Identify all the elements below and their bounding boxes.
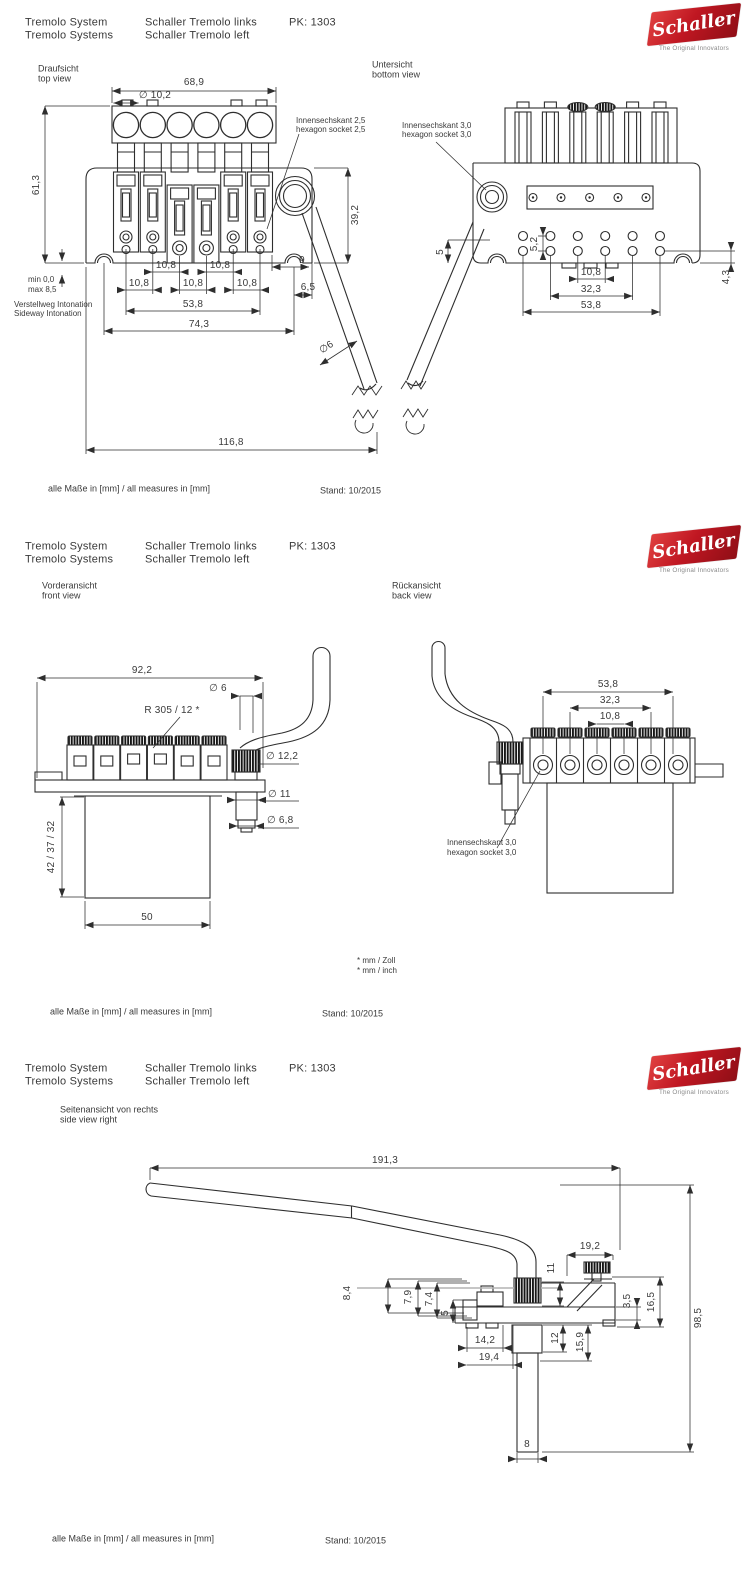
dim-height-5: 5 bbox=[440, 1310, 451, 1316]
front-view-drawing bbox=[35, 648, 330, 899]
dim-base-height: 39,2 bbox=[350, 204, 361, 226]
dim-depth-12: 12 bbox=[550, 1332, 561, 1344]
side-view-drawing bbox=[146, 1183, 615, 1452]
dim-knob-eleven: 11 bbox=[546, 1262, 557, 1274]
p2-footer-measures: alle Maße in [mm] / all measures in [mm] bbox=[50, 1006, 213, 1017]
dim-height-79: 7,9 bbox=[403, 1289, 414, 1305]
schaller-logo-tagline: The Original Innovators bbox=[658, 45, 730, 52]
p3-title-en: Tremolo Systems bbox=[25, 1075, 114, 1088]
p2-view-right-de: Rückansicht bbox=[392, 580, 442, 591]
dim-block-width: 50 bbox=[141, 912, 153, 923]
p2-product-de: Schaller Tremolo links bbox=[145, 540, 257, 553]
p2-view-right-en: back view bbox=[392, 590, 432, 601]
dim-bottom-mid: 32,3 bbox=[580, 284, 602, 295]
note-star-de: * mm / Zoll bbox=[357, 956, 396, 965]
label-intonation-en: Sideway Intonation bbox=[14, 309, 82, 318]
dim-string-spacing-4: 10,8 bbox=[182, 278, 204, 289]
p1-footer-stand: Stand: 10/2015 bbox=[320, 485, 382, 496]
p2-title-en: Tremolo Systems bbox=[25, 553, 114, 566]
dim-saddle-radius: R 305 / 12 * bbox=[144, 705, 200, 716]
note-hex25-en: hexagon socket 2,5 bbox=[296, 125, 366, 134]
dim-stub-dia: ∅ 6,8 bbox=[267, 815, 294, 826]
schaller-logo-box bbox=[647, 1047, 741, 1090]
dim-nut-diameter: ∅ 10,2 bbox=[138, 90, 172, 101]
p1-footer-measures: alle Maße in [mm] / all measures in [mm] bbox=[48, 483, 211, 494]
dim-back-mid: 32,3 bbox=[599, 695, 621, 706]
note-star-en: * mm / inch bbox=[357, 966, 398, 975]
dim-height-84: 8,4 bbox=[342, 1285, 353, 1301]
dim-mount-span: 74,3 bbox=[188, 319, 210, 330]
dim-five-two: 5,2 bbox=[529, 236, 540, 252]
dim-max: max 8,5 bbox=[28, 285, 57, 294]
schaller-logo-box bbox=[647, 525, 741, 568]
p1-title-en: Tremolo Systems bbox=[25, 29, 114, 42]
schaller-logo-box bbox=[647, 3, 741, 46]
schaller-logo-p2 bbox=[649, 530, 739, 574]
schaller-logo-wordmark: Schaller bbox=[651, 529, 737, 564]
dim-nine: 9 bbox=[299, 255, 305, 266]
dim-top-width: 68,9 bbox=[183, 77, 205, 88]
note-hex30-en: hexagon socket 3,0 bbox=[402, 130, 472, 139]
dim-depth-159: 15,9 bbox=[575, 1331, 586, 1353]
p2-title-de: Tremolo System bbox=[25, 540, 108, 553]
p1-view-right-en: bottom view bbox=[372, 69, 421, 80]
side-view-dimensions bbox=[150, 1168, 694, 1463]
dim-string-span: 53,8 bbox=[182, 299, 204, 310]
p2-product-en: Schaller Tremolo left bbox=[145, 553, 250, 566]
dim-side-total-height: 98,5 bbox=[693, 1307, 704, 1329]
schaller-logo-p3 bbox=[649, 1052, 739, 1096]
dim-back-string: 10,8 bbox=[599, 711, 621, 722]
p2-pk-number: PK: 1303 bbox=[289, 540, 336, 553]
dim-min: min 0,0 bbox=[28, 275, 55, 284]
dim-total-height: 61,3 bbox=[31, 174, 42, 196]
p1-view-left-de: Draufsicht bbox=[38, 63, 79, 74]
top-view-drawing bbox=[86, 100, 382, 433]
dim-height-74: 7,4 bbox=[424, 1291, 435, 1307]
note-hex30-de: Innensechskant 3,0 bbox=[402, 121, 472, 130]
dim-block-8: 8 bbox=[524, 1439, 530, 1450]
dim-string-spacing-5: 10,8 bbox=[236, 278, 258, 289]
p2-footer-stand: Stand: 10/2015 bbox=[322, 1008, 384, 1019]
dim-bottom-string: 10,8 bbox=[580, 267, 602, 278]
p1-product-en: Schaller Tremolo left bbox=[145, 29, 250, 42]
p1-title-de: Tremolo System bbox=[25, 16, 108, 29]
dim-plate-142: 14,2 bbox=[474, 1335, 496, 1346]
label-intonation-de: Verstellweg Intonation bbox=[14, 300, 93, 309]
dim-plate-194: 19,4 bbox=[478, 1352, 500, 1363]
dim-front-width: 92,2 bbox=[131, 665, 153, 676]
dim-arm-diameter: ∅6 bbox=[317, 338, 336, 357]
p3-pk-number: PK: 1303 bbox=[289, 1062, 336, 1075]
p3-footer-measures: alle Maße in [mm] / all measures in [mm] bbox=[52, 1533, 215, 1544]
dim-string-spacing-1: 10,8 bbox=[155, 260, 177, 271]
note-back-hex30-de: Innensechskant 3,0 bbox=[447, 838, 517, 847]
p3-title-de: Tremolo System bbox=[25, 1062, 108, 1075]
p3-view-en: side view right bbox=[60, 1114, 118, 1125]
p1-product-de: Schaller Tremolo links bbox=[145, 16, 257, 29]
p3-footer-stand: Stand: 10/2015 bbox=[325, 1535, 387, 1546]
dim-six-five: 6,5 bbox=[300, 282, 316, 293]
dim-string-spacing-2: 10,8 bbox=[209, 260, 231, 271]
note-back-hex30-en: hexagon socket 3,0 bbox=[447, 848, 517, 857]
note-hex25-de: Innensechskant 2,5 bbox=[296, 116, 366, 125]
schaller-logo-wordmark: Schaller bbox=[651, 1051, 737, 1086]
schaller-logo-tagline: The Original Innovators bbox=[658, 567, 730, 574]
dim-side-total-length: 191,3 bbox=[371, 1155, 399, 1166]
dim-back-span: 53,8 bbox=[597, 679, 619, 690]
p3-product-de: Schaller Tremolo links bbox=[145, 1062, 257, 1075]
dim-wing-five: 5 bbox=[435, 249, 446, 255]
dim-total-length: 116,8 bbox=[218, 437, 244, 448]
schaller-logo-tagline: The Original Innovators bbox=[658, 1089, 730, 1096]
dim-tuner-offset: 19,2 bbox=[579, 1241, 601, 1252]
dim-bottom-span: 53,8 bbox=[580, 300, 602, 311]
p2-view-left-en: front view bbox=[42, 590, 81, 601]
schaller-logo-wordmark: Schaller bbox=[651, 7, 737, 42]
p1-view-left-en: top view bbox=[38, 73, 72, 84]
p1-pk-number: PK: 1303 bbox=[289, 16, 336, 29]
dim-right-165: 16,5 bbox=[646, 1291, 657, 1313]
dim-block-heights: 42 / 37 / 32 bbox=[46, 820, 57, 874]
dim-knob-dia: ∅ 12,2 bbox=[266, 751, 299, 762]
dim-right-35: 3,5 bbox=[622, 1293, 633, 1309]
dim-cylinder-dia: ∅ 11 bbox=[268, 789, 291, 800]
dim-front-arm-dia: ∅ 6 bbox=[209, 683, 227, 694]
schaller-logo-p1 bbox=[649, 8, 739, 52]
dim-four-three: 4,3 bbox=[721, 269, 732, 285]
p3-product-en: Schaller Tremolo left bbox=[145, 1075, 250, 1088]
p2-view-left-de: Vorderansicht bbox=[42, 580, 98, 591]
p1-view-right-de: Untersicht bbox=[372, 59, 413, 70]
dim-string-spacing-3: 10,8 bbox=[128, 278, 150, 289]
p3-view-de: Seitenansicht von rechts bbox=[60, 1104, 159, 1115]
